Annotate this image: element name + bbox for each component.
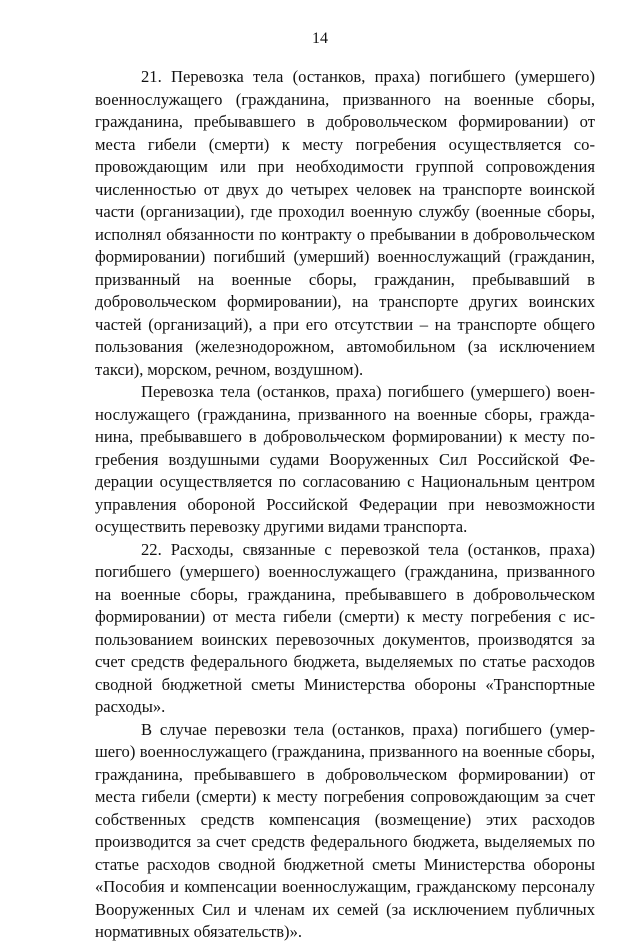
paragraph-22-expenses: 22. Расходы, связанные с перевозкой тела (останков, праха) погибшего (умершего) военнослужащего (гражданина, призванного на военные сборы, гражданина, пребывавшего в добровольческом формировании) от места гибели (смерти) к месту погребения с использованием воинских перевозочных документов, производятся за счет средств федерального бюджета, выделяемых по статье расходов сводной бюджетной сметы Министерства обороны «Транспортные расходы».	[95, 539, 595, 716]
paragraph-21-transport: 21. Перевозка тела (останков, праха) погибшего (умершего) военнослужащего (гражданина, призванного на военные сборы, гражданина, пребывавшего в добровольческом формировании) от места гибели (смерти) к месту погребения осуществляется сопровождающим или при необходимости группой сопровождения численностью от двух до четырех человек на транспорте воинской части (организации), где проходил военную службу (военные сборы, исполнял обязанности по контракту о пребывании в добровольческом формировании) погибший (умерший) военнослужащий (гражданин, призванный на военные сборы, гражданин, пребывавший в добровольческом формировании), на транспорте других воинских частей (организаций), а при его отсутствии – на транспорте общего пользования (железнодорожном, автомобильном (за исключением такси), морском, речном, воздушном).	[95, 67, 595, 379]
paragraph-air-transport: Перевозка тела (останков, праха) погибшего (умершего) военнослужащего (гражданина, призванного на военные сборы, гражданина, пребывавшего в добровольческом формировании) к месту погребения воздушными судами Вооруженных Сил Российской Федерации осуществляется по согласованию с Национальным центром управления обороной Российской Федерации при невозможности осуществить перевозку другими видами транспорта.	[95, 382, 595, 536]
page-number: 14	[312, 30, 328, 47]
document-body	[95, 66, 595, 944]
paragraph-compensation: В случае перевозки тела (останков, праха) погибшего (умершего) военнослужащего (гражданина, призванного на военные сборы, гражданина, пребывавшего в добровольческом формировании) от места гибели (смерти) к месту погребения сопровождающим за счет собственных средств компенсация (возмещение) этих расходов производится за счет средств федерального бюджета, выделяемых по статье расходов сводной бюджетной сметы Министерства обороны «Пособия и компенсации военнослужащим, гражданскому персоналу Вооруженных Сил и членам их семей (за исключением публичных нормативных обязательств)».	[95, 719, 595, 941]
